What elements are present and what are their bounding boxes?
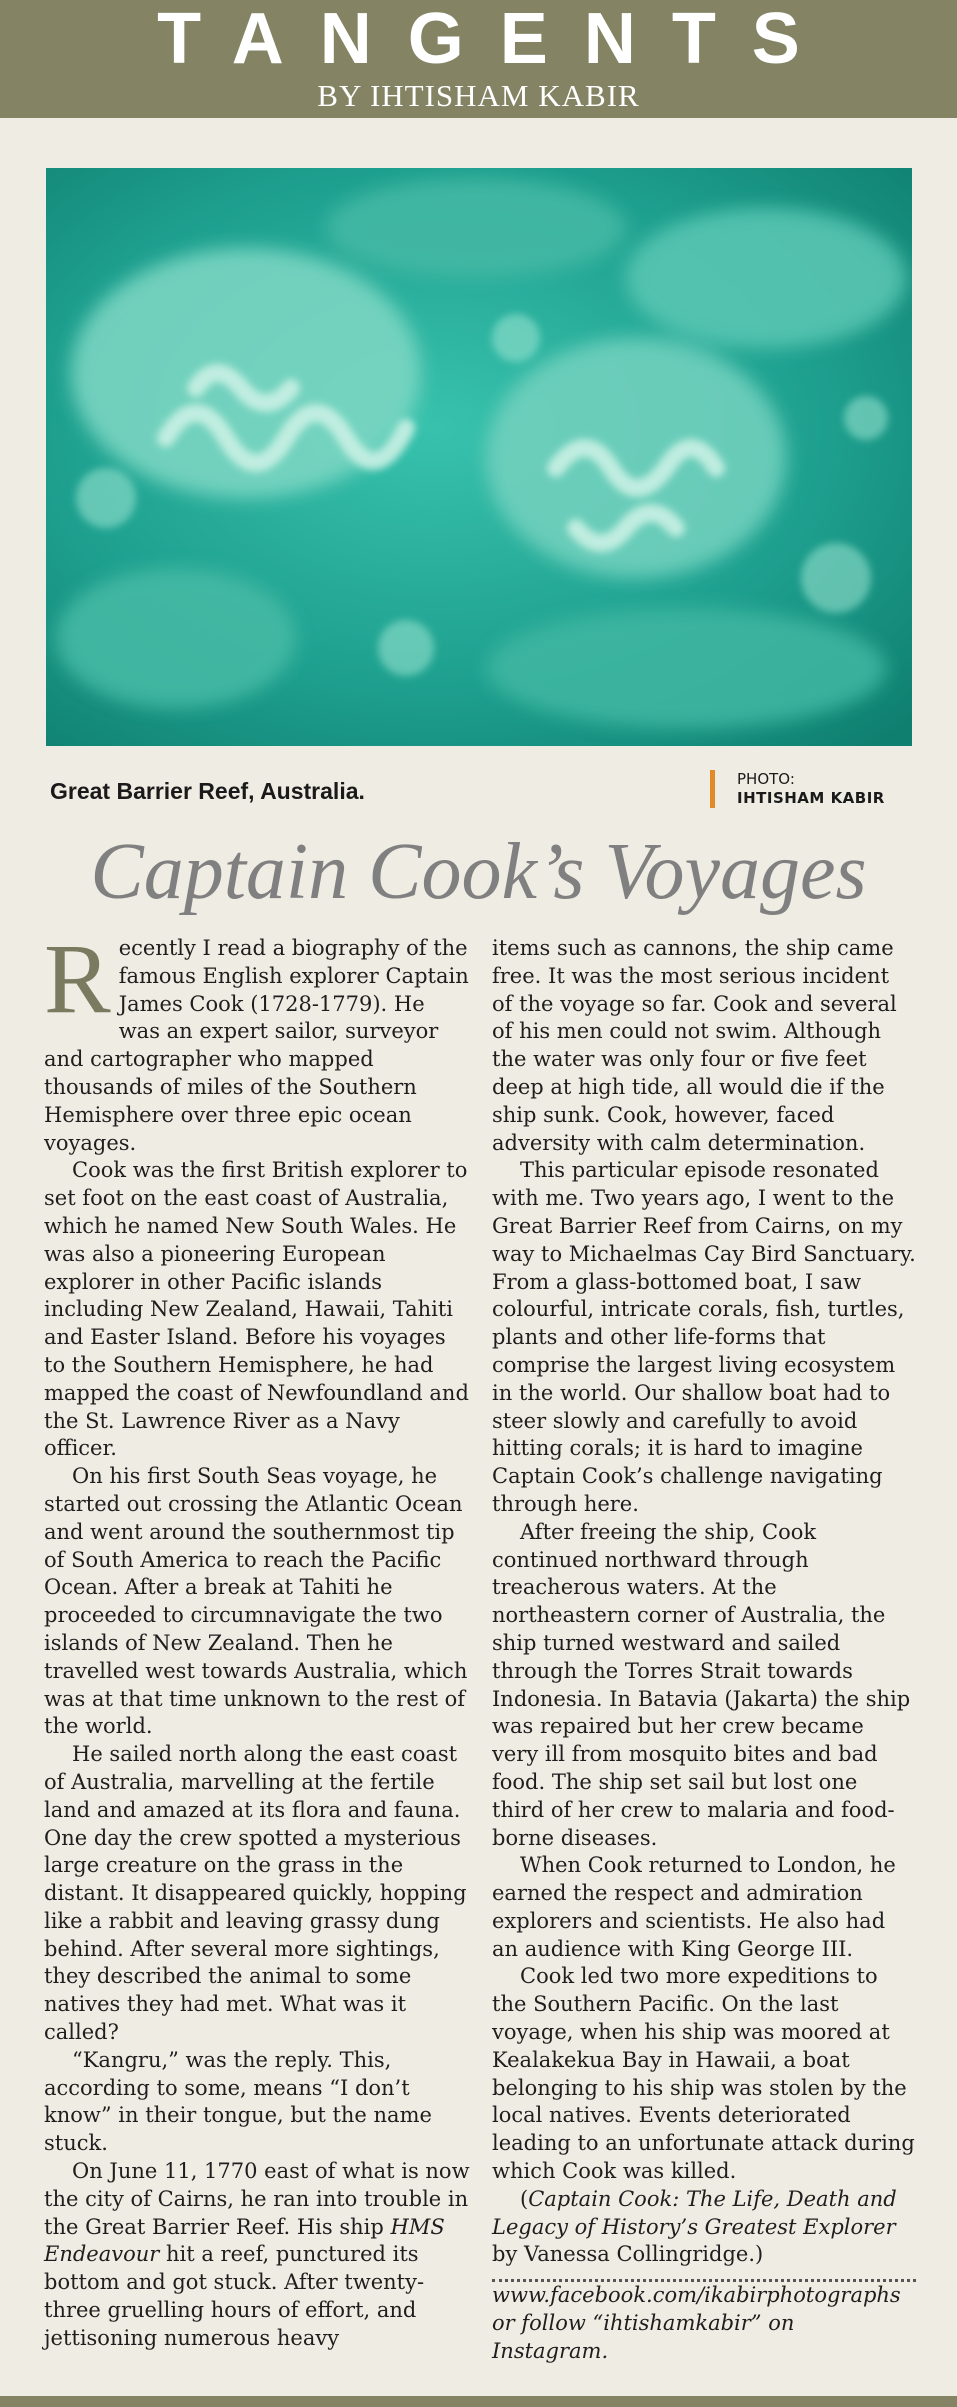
masthead (0, 0, 957, 118)
article-column-left (44, 923, 470, 2353)
author-byline: BY IHTISHAM KABIR (317, 78, 640, 113)
drop-cap: R (44, 923, 111, 1034)
paragraph-text: hit a reef, punctured its bottom and got stuck. After twenty-three gruelling hours of effort, and jettisoning numerous heavy (44, 2242, 425, 2350)
article-headline: Captain Cook’s Voyages (90, 828, 867, 916)
article-column-right (492, 935, 916, 2366)
paragraph: On his first South Seas voyage, he started out crossing the Atlantic Ocean and went around the southernmost tip of South America to reach the Pacific Ocean. After a break at Tahiti he proceeded to circumnavigate the two islands of New Zealand. Then he travelled west towards Australia, which was at that time unknown to the rest of the world. (44, 1464, 468, 1739)
paragraph: Cook led two more expeditions to the Southern Pacific. On the last voyage, when his ship was moored at Kealakekua Bay in Hawaii, a boat belonging to his ship was stolen by the local natives. Events deteriorated leading to an unfortunate attack during which Cook was killed. (492, 1964, 915, 2184)
ref-rest: by Vanessa Collingridge.) (492, 2242, 764, 2267)
book-reference (492, 2186, 916, 2269)
photo-credit-label: PHOTO: (737, 770, 795, 788)
photo-credit-name: IHTISHAM KABIR (737, 789, 885, 807)
ship-name: HMS Endeavour (44, 2214, 445, 2267)
photo-credit (710, 770, 937, 808)
paragraph: Cook was the first British explorer to set foot on the east coast of Australia, which he named New South Wales. He was also a pioneering European explorer in other Pacific islands including New Zealand, Hawaii, Tahiti and Easter Island. Before his voyages to the Southern Hemisphere, he had mapped the coast of Newfoundland and the St. Lawrence River as a Navy officer. (44, 1158, 469, 1461)
bottom-band (0, 2396, 957, 2407)
paragraph: After freeing the ship, Cook continued northward through treacherous waters. At the northeastern corner of Australia, the ship turned westward and sailed through the Torres Strait towards Indonesia. In Batavia (Jakarta) the ship was repaired but her crew became very ill from mosquito bites and bad food. The ship set sail but lost one third of her crew to malaria and food-borne diseases. (492, 1519, 911, 1850)
paragraph: When Cook returned to London, he earned the respect and admiration explorers and scientists. He also had an audience with King George III. (492, 1853, 896, 1961)
paragraph-text: ecently I read a biography of the famous English explorer Captain James Cook (1728-1779). He was an expert sailor, surveyor and cartographer who mapped thousands of miles of the Southern Hemisphere over three epic ocean voyages. (44, 936, 469, 1155)
book-title: Captain Cook: The Life, Death and Legacy of History’s Greatest Explorer (492, 2186, 897, 2239)
column-title: TANGENTS (157, 0, 836, 79)
paragraph: items such as cannons, the ship came free. It was the most serious incident of the voyage so far. Cook and several of his men could not swim. Although the water was only four or five feet deep at high tide, all would die if the ship sunk. Cook, however, faced adversity with calm determination. (492, 936, 897, 1155)
ref-open: ( (520, 2186, 529, 2211)
paragraph: He sailed north along the east coast of Australia, marvelling at the fertile land and amazed at its flora and fauna. One day the crew spotted a mysterious large creature on the grass in the distant. It disappeared quickly, hopping like a rabbit and leaving grassy dung behind. After several more sightings, they described the animal to some natives they had met. What was it called? (44, 1742, 467, 2045)
paragraph (44, 923, 470, 1157)
paragraph: “Kangru,” was the reply. This, according to some, means “I don’t know” in their tongue, but the name stuck. (44, 2047, 432, 2156)
reef-photo (46, 168, 912, 746)
paragraph (44, 2158, 470, 2353)
author-social-links: www.facebook.com/ikabirphotographs or follow “ihtishamkabir” on Instagram. (492, 2283, 901, 2363)
paragraph: This particular episode resonated with me. Two years ago, I went to the Great Barrier Reef from Cairns, on my way to Michaelmas Cay Bird Sanctuary. From a glass-bottomed boat, I saw colourful, intricate corals, fish, turtles, plants and other life-forms that comprise the largest living ecosystem in the world. Our shallow boat had to steer slowly and carefully to avoid hitting corals; it is hard to imagine Captain Cook’s challenge navigating through here. (492, 1158, 916, 1516)
paragraph-text: On June 11, 1770 east of what is now the city of Cairns, he ran into trouble in the Great Barrier Reef. His ship (44, 2159, 470, 2239)
photo-caption: Great Barrier Reef, Australia. (50, 778, 365, 804)
